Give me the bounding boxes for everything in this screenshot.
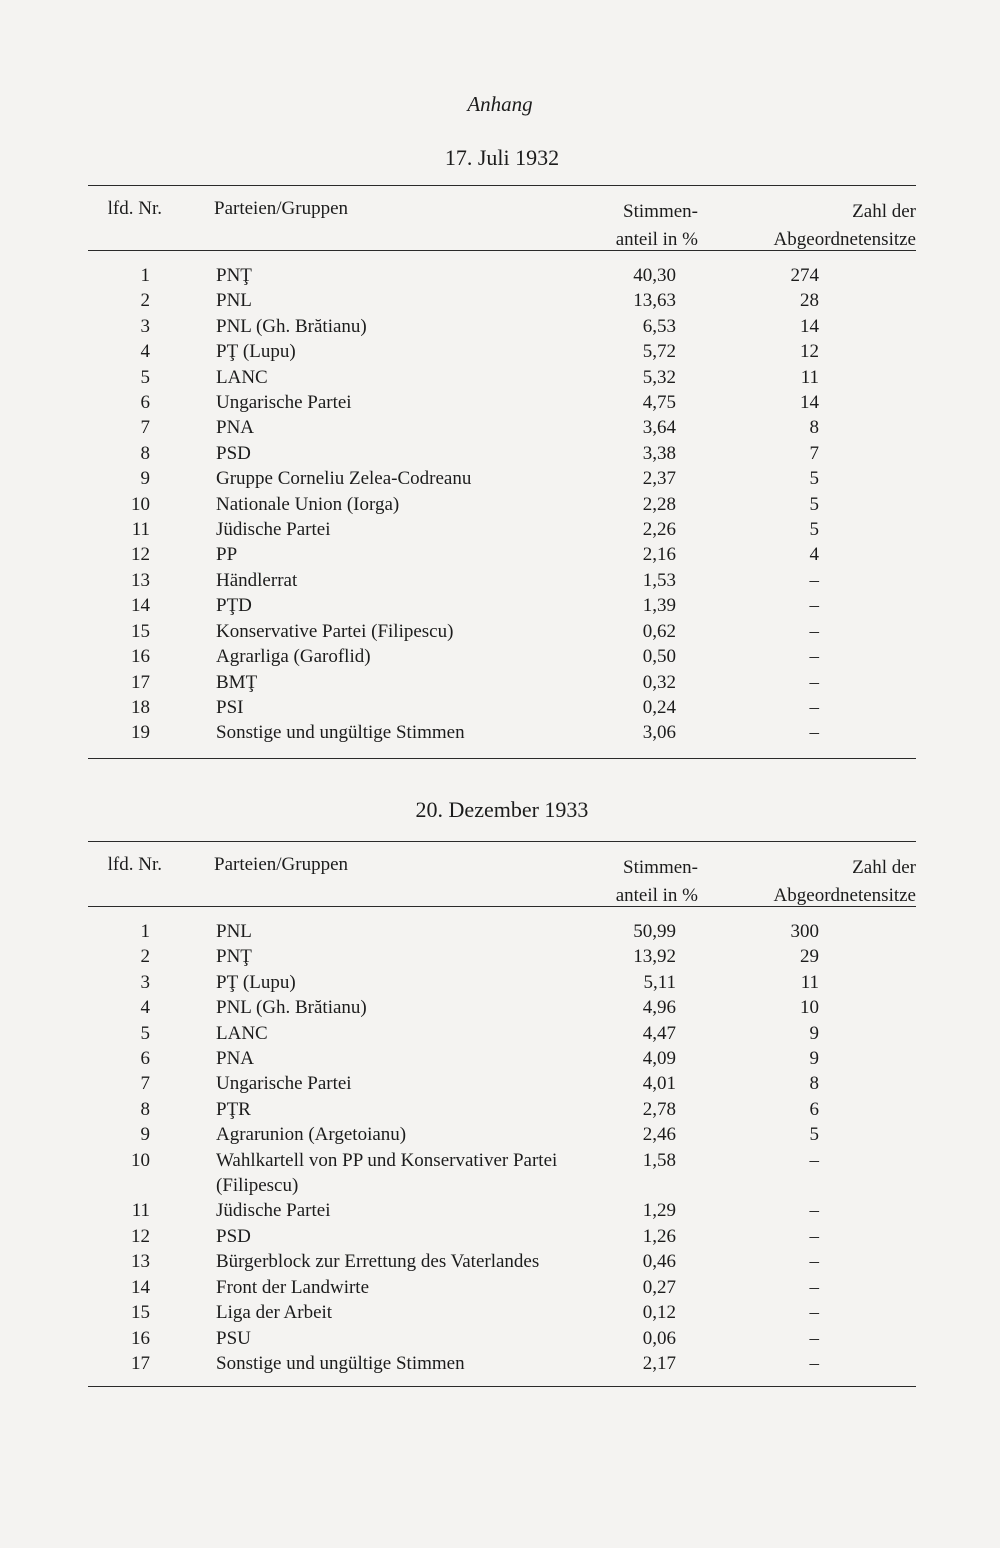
party-name: PŢ (Lupu) (216, 971, 296, 993)
table-row (88, 517, 916, 542)
seat-count: 29 (800, 946, 819, 968)
party-name: Jüdische Partei (216, 519, 331, 541)
header-share-line1: Stimmen- (623, 201, 698, 222)
party-name: Händlerrat (216, 569, 298, 591)
row-number: 17 (131, 1352, 150, 1374)
seat-count: – (809, 1352, 819, 1374)
row-number: 10 (131, 493, 150, 515)
table-row (88, 288, 916, 313)
party-name: PNŢ (216, 265, 252, 286)
table-row (88, 339, 916, 364)
seat-count: – (809, 569, 819, 591)
row-number: 5 (140, 366, 150, 388)
party-name: LANC (216, 1022, 268, 1044)
row-number: 2 (140, 290, 150, 312)
table-row (88, 720, 916, 745)
row-number: 8 (140, 1098, 150, 1120)
table-row (88, 441, 916, 466)
table-row (88, 1097, 916, 1122)
seat-count: 274 (790, 265, 819, 286)
party-name: Ungarische Partei (216, 1073, 352, 1095)
party-name: Gruppe Corneliu Zelea-Codreanu (216, 468, 472, 490)
vote-share: 3,06 (642, 722, 676, 744)
header-party: Parteien/Gruppen (214, 198, 349, 219)
seat-count: 8 (809, 1073, 819, 1095)
seat-count: 300 (790, 921, 819, 942)
row-number: 16 (131, 1327, 150, 1349)
vote-share: 0,62 (642, 620, 676, 642)
seat-count: 9 (809, 1048, 819, 1070)
party-name: PNŢ (216, 946, 252, 968)
table-row (88, 1071, 916, 1096)
seat-count: 6 (809, 1098, 819, 1120)
vote-share: 4,09 (642, 1048, 676, 1070)
party-name: PŢD (216, 595, 252, 617)
vote-share: 2,26 (642, 519, 676, 541)
row-number: 6 (140, 392, 150, 414)
party-name: PNL (Gh. Brătianu) (216, 315, 367, 337)
vote-share: 5,32 (642, 366, 676, 388)
party-name: LANC (216, 366, 268, 388)
seat-count: 14 (800, 315, 819, 337)
table-header (88, 842, 916, 906)
row-number: 7 (140, 417, 150, 439)
row-number: 9 (140, 468, 150, 490)
seat-count: – (809, 696, 819, 718)
vote-share: 1,29 (642, 1200, 676, 1222)
header-party: Parteien/Gruppen (214, 854, 349, 875)
vote-share: 13,63 (633, 290, 676, 312)
row-number: 13 (131, 1251, 150, 1273)
seat-count: 28 (800, 290, 819, 312)
row-number: 2 (140, 946, 150, 968)
vote-share: 1,39 (642, 595, 676, 617)
table-row (88, 1224, 916, 1249)
bottom-rule (88, 1386, 916, 1387)
table-row (88, 944, 916, 969)
vote-share: 1,58 (642, 1149, 676, 1171)
table-row (88, 542, 916, 567)
row-number: 1 (140, 921, 150, 942)
row-number: 3 (140, 315, 150, 337)
row-number: 9 (140, 1124, 150, 1146)
row-number: 17 (131, 671, 150, 693)
row-number: 1 (140, 265, 150, 286)
party-name: Agrarliga (Garoflid) (216, 646, 371, 668)
table-row (88, 1198, 916, 1223)
vote-share: 13,92 (633, 946, 676, 968)
header-share (616, 854, 698, 910)
seat-count: – (809, 646, 819, 668)
party-name: PP (216, 544, 238, 566)
party-name: PNL (216, 921, 252, 942)
party-name: PŢR (216, 1098, 251, 1120)
party-name: PNL (216, 290, 252, 312)
party-name: Jüdische Partei (216, 1200, 331, 1222)
vote-share: 5,72 (642, 341, 676, 363)
header-share-line2: anteil in % (615, 229, 698, 250)
row-number: 8 (140, 442, 150, 464)
seat-count: 7 (809, 442, 819, 464)
bottom-rule (88, 758, 916, 759)
row-number: 14 (131, 595, 150, 617)
table-row (88, 1122, 916, 1147)
seat-count: – (809, 1200, 819, 1222)
party-name: PNL (Gh. Brătianu) (216, 997, 367, 1019)
vote-share: 0,27 (642, 1276, 676, 1298)
table-row (88, 593, 916, 618)
party-name: PSI (216, 696, 244, 718)
table-row (88, 1148, 916, 1199)
table-row (88, 619, 916, 644)
table-row (88, 466, 916, 491)
header-seats-line2: Abgeordnetensitze (773, 229, 916, 250)
table-title: 17. Juli 1932 (444, 145, 560, 170)
header-share-line2: anteil in % (615, 885, 698, 906)
row-number: 15 (131, 620, 150, 642)
table-header (88, 186, 916, 250)
party-name: Konservative Partei (Filipescu) (216, 620, 454, 642)
seat-count: 4 (809, 544, 819, 566)
party-name: Wahlkartell von PP und Konservativer Partei (Filipescu) (216, 1149, 558, 1197)
vote-share: 50,99 (633, 921, 676, 942)
seat-count: – (809, 595, 819, 617)
vote-share: 4,75 (642, 392, 676, 414)
party-name: PSD (216, 1225, 251, 1247)
table-row (88, 919, 916, 944)
party-name: PSU (216, 1327, 251, 1349)
party-name: Ungarische Partei (216, 392, 352, 414)
vote-share: 6,53 (642, 315, 676, 337)
vote-share: 3,38 (642, 442, 676, 464)
vote-share: 0,50 (642, 646, 676, 668)
row-number: 19 (131, 722, 150, 744)
seat-count: 11 (800, 971, 819, 993)
table-title: 20. Dezember 1933 (415, 797, 589, 822)
party-name: Sonstige und ungültige Stimmen (216, 722, 465, 744)
table-row (88, 314, 916, 339)
party-name: Agrarunion (Argetoianu) (216, 1124, 407, 1146)
header-nr: lfd. Nr. (107, 854, 162, 875)
seat-count: – (809, 1276, 819, 1298)
party-name: PŢ (Lupu) (216, 341, 296, 363)
table-row (88, 995, 916, 1020)
row-number: 10 (131, 1149, 150, 1171)
party-name: PNA (216, 417, 255, 439)
header-nr: lfd. Nr. (107, 198, 162, 219)
vote-share: 1,26 (642, 1225, 676, 1247)
row-number: 11 (131, 1200, 150, 1222)
row-number: 12 (131, 544, 150, 566)
seat-count: – (809, 722, 819, 744)
table-row (88, 365, 916, 390)
vote-share: 0,32 (642, 671, 676, 693)
header-seats-line2: Abgeordnetensitze (773, 885, 916, 906)
seat-count: – (809, 620, 819, 642)
table-row (88, 390, 916, 415)
table-row (88, 670, 916, 695)
vote-share: 0,46 (642, 1251, 676, 1273)
row-number: 13 (131, 569, 150, 591)
running-head: Anhang (467, 92, 533, 116)
seat-count: – (809, 1225, 819, 1247)
vote-share: 40,30 (633, 265, 676, 286)
vote-share: 5,11 (643, 971, 676, 993)
seat-count: 9 (809, 1022, 819, 1044)
vote-share: 4,47 (642, 1022, 676, 1044)
table-row (88, 644, 916, 669)
vote-share: 0,24 (642, 696, 676, 718)
seat-count: 14 (800, 392, 819, 414)
party-name: Front der Landwirte (216, 1276, 370, 1298)
vote-share: 2,37 (642, 468, 676, 490)
table-row (88, 970, 916, 995)
seat-count: 8 (809, 417, 819, 439)
table-row (88, 1326, 916, 1351)
row-number: 4 (140, 997, 150, 1019)
seat-count: 5 (809, 519, 819, 541)
vote-share: 0,12 (642, 1302, 676, 1324)
seat-count: – (809, 1251, 819, 1273)
party-name: Sonstige und ungültige Stimmen (216, 1352, 465, 1374)
vote-share: 2,46 (642, 1124, 676, 1146)
row-number: 5 (140, 1022, 150, 1044)
table-1933 (88, 797, 916, 1387)
table-row (88, 492, 916, 517)
table-row (88, 1046, 916, 1071)
row-number: 3 (140, 971, 150, 993)
table-row (88, 695, 916, 720)
row-number: 15 (131, 1302, 150, 1324)
row-number: 7 (140, 1073, 150, 1095)
party-name: BMŢ (216, 671, 258, 693)
vote-share: 2,17 (642, 1352, 676, 1374)
seat-count: 10 (800, 997, 819, 1019)
vote-share: 4,01 (642, 1073, 676, 1095)
header-share-line1: Stimmen- (623, 857, 698, 878)
row-number: 11 (131, 519, 150, 541)
header-seats-line1: Zahl der (852, 201, 916, 222)
seat-count: – (809, 1149, 819, 1171)
table-row (88, 415, 916, 440)
vote-share: 0,06 (642, 1327, 676, 1349)
table-row (88, 1275, 916, 1300)
header-seats (774, 854, 916, 910)
table-body (88, 251, 916, 746)
table-body (88, 907, 916, 1376)
seat-count: – (809, 1327, 819, 1349)
row-number: 16 (131, 646, 150, 668)
vote-share: 2,78 (642, 1098, 676, 1120)
table-row (88, 263, 916, 288)
row-number: 12 (131, 1225, 150, 1247)
seat-count: 5 (809, 493, 819, 515)
party-name: PNA (216, 1048, 255, 1070)
seat-count: 5 (809, 1124, 819, 1146)
vote-share: 2,28 (642, 493, 676, 515)
table-row (88, 1351, 916, 1376)
table-row (88, 568, 916, 593)
header-seats (774, 198, 916, 254)
vote-share: 4,96 (642, 997, 676, 1019)
table-1932 (88, 145, 916, 759)
party-name: Nationale Union (Iorga) (216, 493, 400, 515)
row-number: 6 (140, 1048, 150, 1070)
seat-count: – (809, 671, 819, 693)
row-number: 14 (131, 1276, 150, 1298)
header-share (616, 198, 698, 254)
vote-share: 2,16 (642, 544, 676, 566)
party-name: Bürgerblock zur Errettung des Vaterlandes (216, 1251, 540, 1273)
seat-count: 12 (800, 341, 819, 363)
party-name: Liga der Arbeit (216, 1302, 333, 1324)
seat-count: – (809, 1302, 819, 1324)
header-seats-line1: Zahl der (852, 857, 916, 878)
seat-count: 11 (800, 366, 819, 388)
table-row (88, 1300, 916, 1325)
vote-share: 1,53 (642, 569, 676, 591)
vote-share: 3,64 (642, 417, 676, 439)
table-row (88, 1249, 916, 1274)
party-name: PSD (216, 442, 251, 464)
seat-count: 5 (809, 468, 819, 490)
row-number: 18 (131, 696, 150, 718)
row-number: 4 (140, 341, 150, 363)
table-row (88, 1021, 916, 1046)
